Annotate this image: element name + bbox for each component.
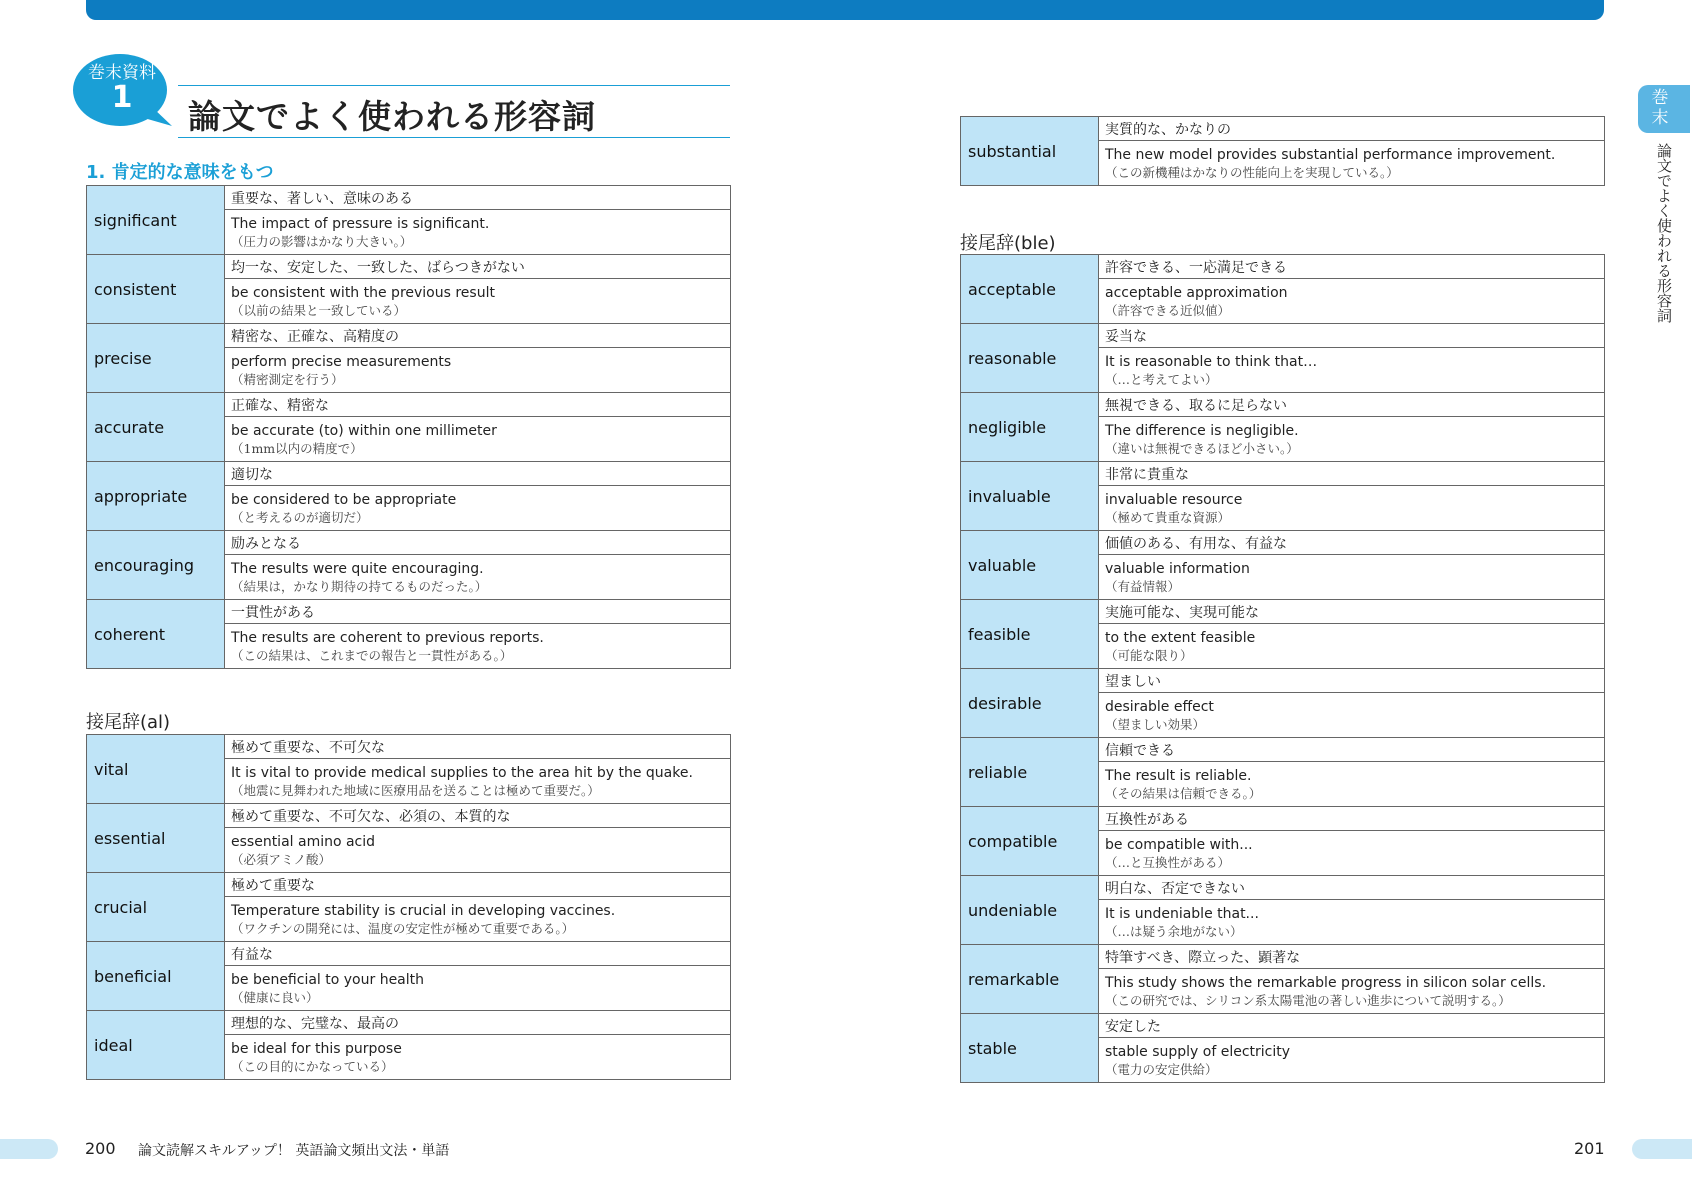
vocab-meaning: 価値のある、有用な、有益な (1099, 531, 1605, 555)
vocab-row (961, 393, 1605, 417)
vocab-row (961, 669, 1605, 693)
vocab-row (961, 600, 1605, 624)
example-english: be accurate (to) within one millimeter (231, 422, 497, 439)
vocab-row (961, 531, 1605, 555)
vocab-word: crucial (87, 873, 225, 942)
section-heading-positive: 1. 肯定的な意味をもつ (86, 162, 274, 183)
section-heading-suffix-ble: 接尾辞(ble) (960, 233, 1056, 254)
vocab-meaning: 許容できる、一応満足できる (1099, 255, 1605, 279)
example-japanese: （この研究では、シリコン系太陽電池の著しい進歩について説明する。） (1105, 992, 1511, 1008)
vocab-meaning: 安定した (1099, 1014, 1605, 1038)
example-english: to the extent feasible (1105, 629, 1256, 646)
vocab-meaning: 実施可能な、実現可能な (1099, 600, 1605, 624)
vocab-example (1099, 279, 1605, 324)
vocab-row (961, 255, 1605, 279)
vocab-meaning: 極めて重要な、不可欠な、必須の、本質的な (225, 804, 731, 828)
vocab-row (961, 324, 1605, 348)
vocab-table-suffix-ble (960, 254, 1605, 1083)
top-color-bar (86, 0, 1604, 20)
vocab-example (225, 348, 731, 393)
example-english: The difference is negligible. (1105, 422, 1299, 439)
vocab-meaning: 適切な (225, 462, 731, 486)
vocab-word: valuable (961, 531, 1099, 600)
example-english: desirable effect (1105, 698, 1214, 715)
vocab-word: desirable (961, 669, 1099, 738)
vocab-meaning: 理想的な、完璧な、最高の (225, 1011, 731, 1035)
vocab-meaning: 正確な、精密な (225, 393, 731, 417)
example-japanese: （許容できる近似値） (1105, 302, 1231, 318)
example-japanese: （極めて貴重な資源） (1105, 509, 1231, 525)
vocab-word: acceptable (961, 255, 1099, 324)
vocab-example (1099, 624, 1605, 669)
example-japanese: （違いは無視できるほど小さい。） (1105, 440, 1299, 456)
vocab-meaning: 望ましい (1099, 669, 1605, 693)
example-english: It is reasonable to think that… (1105, 353, 1318, 370)
vocab-meaning: 非常に貴重な (1099, 462, 1605, 486)
example-english: valuable information (1105, 560, 1250, 577)
vocab-example (225, 417, 731, 462)
example-english: be ideal for this purpose (231, 1040, 402, 1057)
vocab-word: accurate (87, 393, 225, 462)
example-japanese: （圧力の影響はかなり大きい。） (231, 233, 413, 249)
vocab-example (225, 279, 731, 324)
vocab-meaning: 均一な、安定した、一致した、ばらつきがない (225, 255, 731, 279)
vocab-example (1099, 1038, 1605, 1083)
vocab-example (1099, 486, 1605, 531)
vocab-meaning: 信頼できる (1099, 738, 1605, 762)
example-japanese: （地震に見舞われた地域に医療用品を送ることは極めて重要だ。） (231, 782, 600, 798)
example-japanese: （望ましい効果） (1105, 716, 1206, 732)
vocab-meaning: 実質的な、かなりの (1099, 117, 1605, 141)
vocab-row (87, 600, 731, 624)
vocab-example (225, 210, 731, 255)
vocab-row (87, 804, 731, 828)
vocab-word: encouraging (87, 531, 225, 600)
example-english: be compatible with... (1105, 836, 1253, 853)
example-japanese: （可能な限り） (1105, 647, 1193, 663)
example-english: It is vital to provide medical supplies to the area hit by the quake. (231, 764, 693, 781)
example-english: This study shows the remarkable progress in silicon solar cells. (1105, 974, 1547, 991)
example-japanese: （この新機種はかなりの性能向上を実現している。） (1105, 164, 1399, 180)
page-title: 論文でよく使われる形容詞 (188, 97, 596, 136)
side-vertical-title: 論文でよく使われる形容詞 (1655, 143, 1673, 323)
vocab-example (225, 966, 731, 1011)
vocab-row (87, 531, 731, 555)
example-japanese: （その結果は信頼できる。） (1105, 785, 1262, 801)
badge-label: 巻末資料 (88, 63, 156, 83)
vocab-row (961, 462, 1605, 486)
vocab-example (1099, 831, 1605, 876)
vocab-example (1099, 141, 1605, 186)
vocab-example (1099, 417, 1605, 462)
example-japanese: （必須アミノ酸） (231, 851, 332, 867)
example-japanese: （…は疑う余地がない） (1105, 923, 1243, 939)
vocab-row (87, 393, 731, 417)
vocab-row (87, 462, 731, 486)
example-english: acceptable approximation (1105, 284, 1288, 301)
example-english: invaluable resource (1105, 491, 1243, 508)
vocab-row (87, 186, 731, 210)
vocab-example (225, 828, 731, 873)
example-english: The results were quite encouraging. (231, 560, 484, 577)
vocab-meaning: 互換性がある (1099, 807, 1605, 831)
example-japanese: （…と考えてよい） (1105, 371, 1218, 387)
vocab-row (961, 945, 1605, 969)
example-japanese: （結果は，かなり期待の持てるものだった。） (231, 578, 488, 594)
vocab-example (225, 759, 731, 804)
vocab-row (961, 117, 1605, 141)
vocab-word: precise (87, 324, 225, 393)
example-english: perform precise measurements (231, 353, 452, 370)
chapter-side-tab-label: 巻末 (1651, 88, 1669, 128)
vocab-row (87, 942, 731, 966)
example-japanese: （ワクチンの開発には、温度の安定性が極めて重要である。） (231, 920, 575, 936)
example-english: The new model provides substantial performance improvement. (1105, 146, 1556, 163)
vocab-row (87, 735, 731, 759)
vocab-example (1099, 555, 1605, 600)
vocab-row (961, 1014, 1605, 1038)
vocab-word: essential (87, 804, 225, 873)
example-japanese: （精密測定を行う） (231, 371, 344, 387)
vocab-word: compatible (961, 807, 1099, 876)
vocab-example (225, 897, 731, 942)
title-rule-top (178, 85, 730, 86)
page-number-left: 200 (85, 1139, 116, 1158)
example-english: be considered to be appropriate (231, 491, 457, 508)
vocab-meaning: 極めて重要な、不可欠な (225, 735, 731, 759)
vocab-word: reliable (961, 738, 1099, 807)
vocab-word: negligible (961, 393, 1099, 462)
vocab-word: invaluable (961, 462, 1099, 531)
vocab-example (1099, 969, 1605, 1014)
example-english: stable supply of electricity (1105, 1043, 1291, 1060)
vocab-meaning: 一貫性がある (225, 600, 731, 624)
vocab-row (87, 255, 731, 279)
example-japanese: （と考えるのが適切だ） (231, 509, 369, 525)
vocab-word: vital (87, 735, 225, 804)
example-japanese: （電力の安定供給） (1105, 1061, 1218, 1077)
vocab-meaning: 無視できる、取るに足らない (1099, 393, 1605, 417)
example-japanese: （有益情報） (1105, 578, 1181, 594)
vocab-word: undeniable (961, 876, 1099, 945)
vocab-word: reasonable (961, 324, 1099, 393)
vocab-table-positive (86, 185, 731, 669)
page-number-right: 201 (1574, 1139, 1605, 1158)
vocab-word: coherent (87, 600, 225, 669)
vocab-example (225, 555, 731, 600)
example-english: be consistent with the previous result (231, 284, 495, 301)
footer-left-tab (0, 1139, 58, 1159)
vocab-word: appropriate (87, 462, 225, 531)
example-english: The impact of pressure is significant. (231, 215, 490, 232)
vocab-row (961, 876, 1605, 900)
example-english: It is undeniable that... (1105, 905, 1259, 922)
vocab-example (1099, 762, 1605, 807)
vocab-row (961, 807, 1605, 831)
example-english: The result is reliable. (1105, 767, 1252, 784)
vocab-table-substantial (960, 116, 1605, 186)
vocab-table-suffix-al (86, 734, 731, 1080)
vocab-word: feasible (961, 600, 1099, 669)
vocab-row (961, 738, 1605, 762)
footer-right-tab (1632, 1139, 1692, 1159)
vocab-word: consistent (87, 255, 225, 324)
vocab-example (225, 486, 731, 531)
vocab-word: significant (87, 186, 225, 255)
vocab-meaning: 明白な、否定できない (1099, 876, 1605, 900)
example-english: The results are coherent to previous reports. (231, 629, 544, 646)
example-japanese: （この結果は、これまでの報告と一貫性がある。） (231, 647, 513, 663)
vocab-row (87, 873, 731, 897)
vocab-word: ideal (87, 1011, 225, 1080)
example-japanese: （1mm以内の精度で） (231, 440, 363, 456)
example-japanese: （この目的にかなっている） (231, 1058, 394, 1074)
vocab-example (1099, 348, 1605, 393)
vocab-word: stable (961, 1014, 1099, 1083)
example-english: Temperature stability is crucial in developing vaccines. (231, 902, 616, 919)
example-english: essential amino acid (231, 833, 376, 850)
example-japanese: （以前の結果と一致している） (231, 302, 407, 318)
section-heading-suffix-al: 接尾辞(al) (86, 712, 171, 733)
example-english: be beneficial to your health (231, 971, 425, 988)
vocab-row (87, 324, 731, 348)
vocab-row (87, 1011, 731, 1035)
vocab-word: beneficial (87, 942, 225, 1011)
vocab-meaning: 重要な、著しい、意味のある (225, 186, 731, 210)
title-rule-bottom (178, 137, 730, 138)
vocab-meaning: 精密な、正確な、高精度の (225, 324, 731, 348)
vocab-example (1099, 693, 1605, 738)
vocab-word: substantial (961, 117, 1099, 186)
book-title: 論文読解スキルアップ！ 英語論文頻出文法・単語 (138, 1143, 450, 1159)
vocab-example (225, 1035, 731, 1080)
vocab-word: remarkable (961, 945, 1099, 1014)
vocab-meaning: 特筆すべき、際立った、顕著な (1099, 945, 1605, 969)
example-japanese: （…と互換性がある） (1105, 854, 1231, 870)
vocab-meaning: 励みとなる (225, 531, 731, 555)
badge-number: 1 (111, 80, 133, 115)
vocab-meaning: 有益な (225, 942, 731, 966)
vocab-example (225, 624, 731, 669)
vocab-meaning: 妥当な (1099, 324, 1605, 348)
vocab-meaning: 極めて重要な (225, 873, 731, 897)
example-japanese: （健康に良い） (231, 989, 319, 1005)
vocab-example (1099, 900, 1605, 945)
